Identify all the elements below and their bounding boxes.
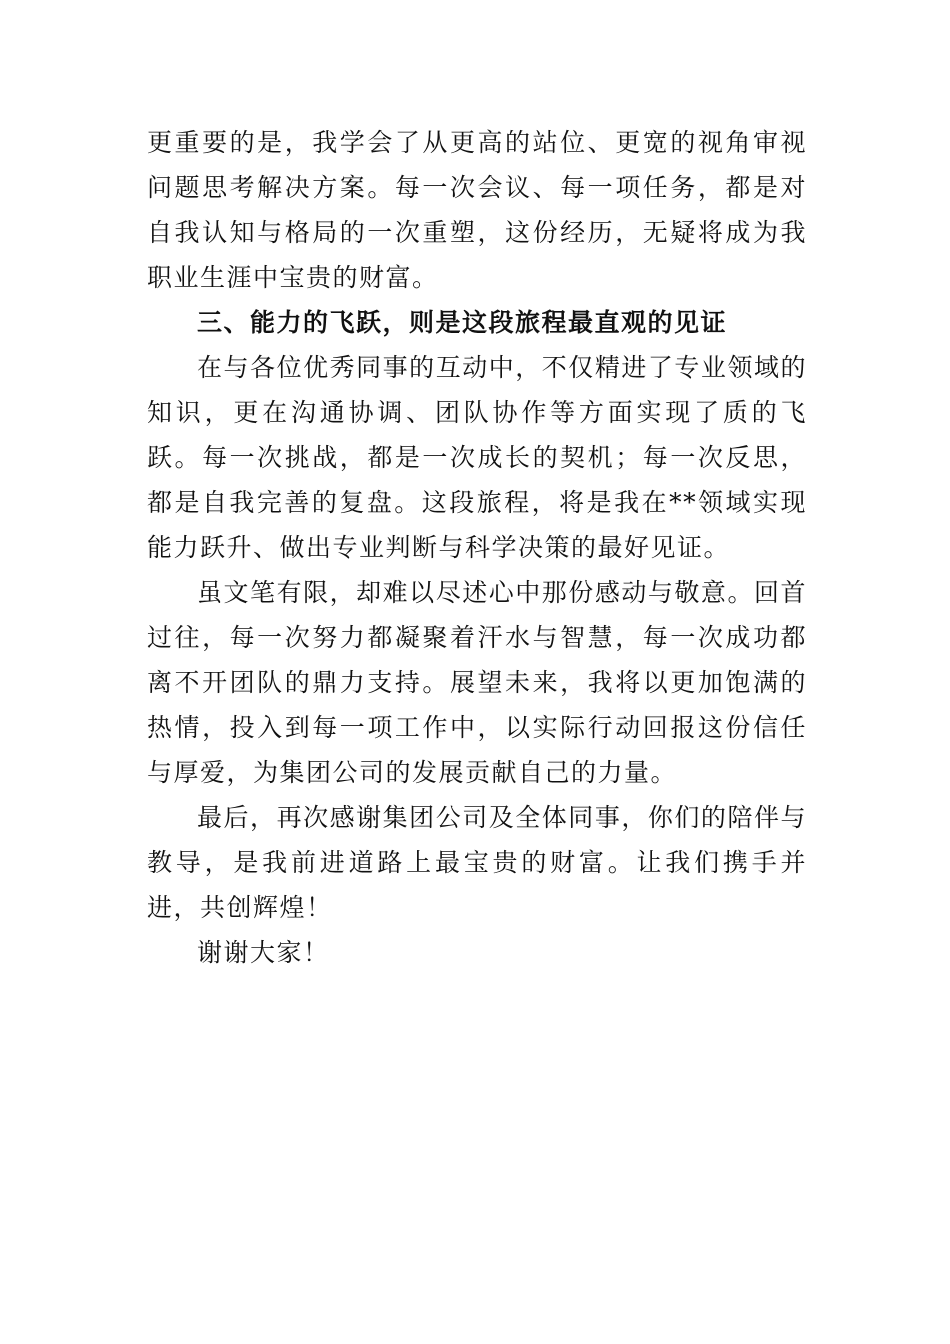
paragraph-thank-you: 谢谢大家！ xyxy=(197,938,330,967)
paragraph-closing-thanks: 最后，再次感谢集团公司及全体同事，你们的陪伴与教导，是我前进道路上最宝贵的财富。让我们携手并进，共创辉煌！ xyxy=(147,803,807,922)
document-body xyxy=(147,120,807,975)
section-heading: 三、能力的飞跃，则是这段旅程最直观的见证 xyxy=(197,308,728,337)
paragraph-gratitude: 虽文笔有限，却难以尽述心中那份感动与敬意。回首过往，每一次努力都凝聚着汗水与智慧，每一次成功都离不开团队的鼎力支持。展望未来，我将以更加饱满的热情，投入到每一项工作中，以实际行动回报这份信任与厚爱，为集团公司的发展贡献自己的力量。 xyxy=(147,578,807,787)
paragraph-continuation: 更重要的是，我学会了从更高的站位、更宽的视角审视问题思考解决方案。每一次会议、每一项任务，都是对自我认知与格局的一次重塑，这份经历，无疑将成为我职业生涯中宝贵的财富。 xyxy=(147,128,807,292)
paragraph-ability: 在与各位优秀同事的互动中，不仅精进了专业领域的知识，更在沟通协调、团队协作等方面实现了质的飞跃。每一次挑战，都是一次成长的契机；每一次反思，都是自我完善的复盘。这段旅程，将是我在**领域实现能力跃升、做出专业判断与科学决策的最好见证。 xyxy=(147,353,807,562)
